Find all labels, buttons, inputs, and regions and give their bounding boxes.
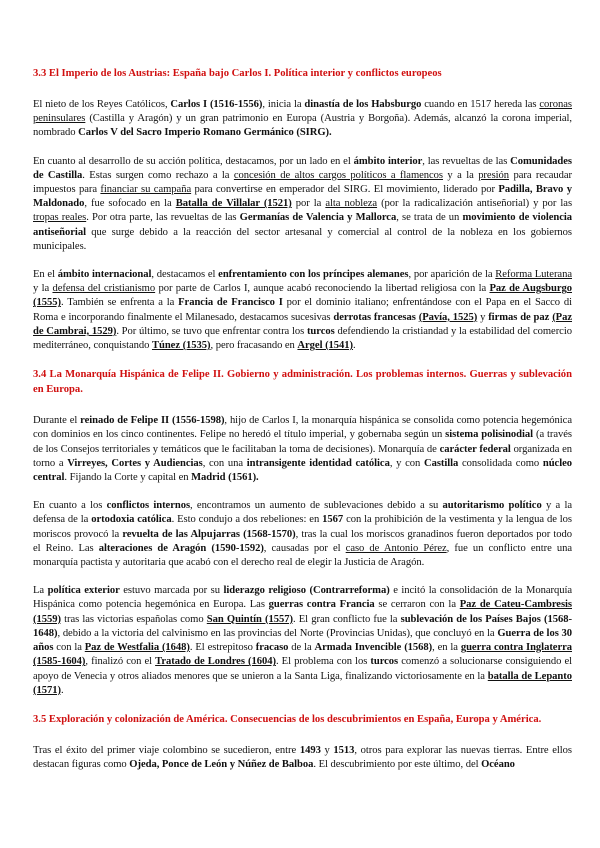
bold-text: (1568-1648) (33, 613, 572, 639)
bold-text: Carlos I (1516-1556) (170, 99, 263, 110)
underlined-text: caso de Antonio Pérez (345, 542, 447, 554)
text: Durante el (33, 415, 81, 427)
text: . También se enfrenta a la (60, 297, 179, 309)
text: (por la radicalización antiseñorial) y por las (377, 198, 573, 210)
bold-text: ámbito interior (353, 155, 423, 167)
underlined-text: Reforma Luterana (495, 269, 572, 281)
text: consolidada como (458, 457, 543, 469)
bold-underlined-text: (Pavía, 1525) (418, 311, 478, 323)
bold-text: firmas de paz (488, 311, 550, 323)
text: , destacamos el (151, 269, 219, 281)
underlined-text: presión (478, 169, 510, 181)
text: , debido a la victoria del calvinismo en las provincias del Norte (Provincias Unidas), que concluyó en la (57, 627, 498, 639)
text: por la (291, 198, 326, 210)
paragraph-exploracion (33, 744, 572, 772)
text: estuvo marcada por su (119, 585, 224, 597)
underlined-text: alta nobleza (325, 198, 378, 210)
text: . (353, 340, 356, 352)
bold-text: Castilla (423, 457, 459, 469)
paragraph-reinado-felipe (33, 414, 572, 485)
text: y a la defensa de la (33, 500, 572, 526)
bold-underlined-text: Tratado de Londres (1604) (155, 656, 276, 668)
bold-underlined-text: Argel (1541) (297, 340, 354, 352)
text: , se trata de un (396, 212, 463, 224)
text: y (477, 311, 489, 323)
text: , tras la cual los moriscos granadinos fueron deportados por todo el Reino. Las (33, 528, 573, 554)
text: se cerraron con la (374, 599, 460, 611)
text: (Castilla y Aragón) y un gran patrimonio en Europa (Austria y Borgoña). Además, alcanzó la corona imperial, nombrado (33, 113, 572, 139)
bold-text: sistema polisinodial (445, 429, 534, 441)
paragraph-ambito-internacional (33, 268, 572, 353)
bold-text: Germanías de Valencia y Mallorca (239, 212, 397, 224)
text: y la (33, 283, 53, 295)
bold-text: Armada Invencible (1568) (314, 642, 433, 654)
underlined-text: concesión de altos cargos políticos a flamencos (233, 169, 443, 181)
bold-underlined-text: Paz de Westfalia (1648) (84, 642, 190, 654)
text: por parte de Carlos I, aunque acabó reconociendo la libertad religiosa con la (155, 283, 490, 295)
text: . Fijando la Corte y capital en (64, 472, 192, 484)
text: , fue un conflicto entre una monarquía pactista y autoritaria que acabó con el derecho real de elegir la Justicia de Aragón. (33, 542, 573, 569)
bold-text: 1493 (299, 744, 321, 756)
bold-underlined-text: Paz de Cateu-Cambresis (1559) (33, 599, 572, 625)
underlined-text: financiar su campaña (100, 184, 192, 196)
text: . El estrepitoso (189, 642, 256, 654)
text: comenzó a solucionarse consiguiendo el apoyo de Venecia y otros aliados menores que se unieron a la Santa Liga, finalizando victoriosamente en la (33, 656, 573, 682)
bold-text: alteraciones de Aragón (1590-1592) (98, 542, 264, 554)
bold-text: revuelta de las Alpujarras (1568-1570) (122, 528, 296, 540)
text: para convertirse en emperador del SIRG. El movimiento, liderado por (191, 184, 499, 196)
bold-underlined-text: Túnez (1535) (151, 340, 211, 352)
text: El nieto de los Reyes Católicos, (33, 99, 171, 110)
bold-text: intransigente identidad católica (246, 457, 390, 469)
bold-text: turcos (306, 325, 335, 337)
document-body (33, 66, 572, 786)
text: y (320, 744, 334, 756)
text: . (60, 684, 64, 696)
bold-text: Francia de Francisco I (178, 297, 283, 309)
text: , inicia la (262, 99, 305, 110)
bold-text: enfrentamiento con los príncipes alemanes (218, 269, 409, 281)
section-heading-3-3: 3.3 El Imperio de los Austrias: España bajo Carlos I. Política interior y conflictos europeos (33, 68, 442, 79)
bold-text: ortodoxia católica (91, 514, 172, 526)
paragraph-ambito-interior (33, 155, 572, 254)
underlined-text: tropas reales (33, 212, 87, 224)
text: . Estas surgen como rechazo a la (82, 169, 234, 181)
text: , por aparición de la (408, 269, 496, 281)
text: . Por otra parte, las revueltas de las (86, 212, 240, 224)
text: En el (33, 269, 58, 281)
text: , con una (202, 457, 247, 469)
bold-underlined-text: Batalla de Villalar (1521) (175, 198, 292, 210)
bold-text: Carlos V del Sacro Imperio Romano Germánico (SIRG). (78, 127, 332, 139)
bold-text: liderazgo religioso (Contrarreforma) (223, 585, 390, 597)
text: , otros para explorar las nuevas tierras. Entre ellos destacan figuras como (33, 744, 572, 771)
bold-underlined-text: (Paz de Cambrai, 1529) (33, 311, 572, 337)
section-heading-3-4: 3.4 La Monarquía Hispánica de Felipe II. Gobierno y administración. Los problemas internos. Guerras y sublevación en Europa. (33, 369, 572, 396)
text: , y con (389, 457, 424, 469)
text: defendiendo la cristiandad y la estabilidad del comercio mediterráneo, conquistando (33, 325, 572, 352)
text: . El problema con los (275, 656, 371, 668)
bold-text: política exterior (47, 585, 120, 597)
bold-text: Virreyes, Cortes y Audiencias (67, 457, 203, 469)
paragraph-carlos-intro (33, 98, 572, 141)
section-heading-3-5: 3.5 Exploración y colonización de América. Consecuencias de los descubrimientos en España, Europa y América. (33, 713, 542, 725)
bold-text: ámbito internacional (57, 269, 152, 281)
text: . Por último, se tuvo que enfrentar contra los (116, 325, 307, 337)
bold-text: conflictos internos (106, 500, 191, 512)
bold-text: Océano (481, 759, 515, 771)
bold-text: guerras contra Francia (268, 599, 375, 611)
text: En cuanto al desarrollo de su acción política, destacamos, por un lado en el (33, 155, 354, 167)
bold-text: Padilla, Bravo y Maldonado (33, 184, 572, 210)
text: con la (53, 642, 85, 654)
text: organizada en torno a (33, 443, 573, 469)
text: . El descubrimiento por este último, del (313, 759, 482, 771)
text: . El gran conflicto fue la (292, 613, 401, 625)
text: (a través de los Consejos territoriales y temáticos que le facilitaban la toma de decisiones). Monarquía de (33, 429, 573, 455)
bold-text: Ojeda, Ponce de León y Núñez de Balboa (129, 759, 314, 771)
text: por el dominio italiano; enfrentándose con el Papa en el Sacco di Roma e incorporando finalmente el Milanesado, destacamos sucesivas (33, 297, 573, 323)
text: , finalizó con el (85, 656, 156, 668)
text: , causadas por el (263, 542, 346, 554)
text: Tras el éxito del primer viaje colombino se sucedieron, entre (33, 744, 300, 756)
text: , pero fracasando en (210, 340, 298, 352)
underlined-text: defensa del cristianismo (52, 283, 156, 295)
text: . Esto condujo a dos rebeliones: en (171, 514, 323, 526)
text: con la prohibición de la vestimenta y la lengua de los moriscos provocó la (33, 514, 573, 540)
bold-underlined-text: guerra contra Inglaterra (1585-1604) (33, 642, 572, 668)
bold-text: 1567 (322, 514, 344, 526)
bold-text: 1513 (333, 744, 355, 756)
bold-text: reinado de Felipe II (1556-1598) (80, 415, 225, 427)
bold-text: fracaso (255, 642, 289, 654)
bold-text: dinastía de los Habsburgo (304, 99, 422, 110)
bold-text: autoritarismo político (442, 500, 542, 512)
bold-text: Guerra de los 30 años (33, 627, 573, 654)
text: de la (288, 642, 315, 654)
bold-text: turcos (370, 656, 399, 668)
bold-text: sublevación de los Países Bajos (400, 613, 541, 625)
bold-text: Comunidades de Castilla (33, 155, 572, 181)
text: En cuanto a los (33, 500, 107, 512)
text: , fue sofocado en la (84, 198, 176, 210)
text: y a la (443, 169, 479, 181)
bold-underlined-text: batalla de Lepanto (1571) (33, 670, 572, 696)
bold-text: carácter federal (439, 443, 511, 455)
bold-text: derrotas francesas (333, 311, 416, 323)
bold-text: núcleo central (33, 457, 572, 484)
text: , en la (432, 642, 461, 654)
bold-underlined-text: San Quintín (1557) (206, 613, 293, 625)
text: tras las victorias españolas como (60, 613, 207, 625)
text: para recaudar impuestos para (33, 169, 572, 196)
text: La (33, 585, 48, 597)
text: , las revueltas de las (422, 155, 511, 167)
bold-text: movimiento de violencia antiseñorial (33, 212, 573, 238)
text: que surge debido a la reacción del sector artesanal y comercial al control de la nobleza en los gobiernos municipales. (33, 226, 572, 252)
underlined-text: coronas peninsulares (33, 99, 572, 125)
paragraph-conflictos-internos (33, 499, 572, 570)
bold-text: Madrid (1561). (191, 472, 259, 484)
text: e incitó la consolidación de la Monarquía Hispánica como potencia hegemónica en Europa. Las (33, 585, 572, 611)
text: , encontramos un aumento de sublevaciones debido a su (190, 500, 443, 512)
bold-underlined-text: Paz de Augsburgo (1555) (33, 283, 572, 309)
paragraph-politica-exterior (33, 584, 572, 698)
text: , hijo de Carlos I, la monarquía hispánica se consolida como potencia hegemónica con dominios en los cinco continentes. Felipe no heredó el título imperial, y gobernaba según un (33, 415, 572, 441)
text: cuando en 1517 hereda las (421, 99, 540, 110)
